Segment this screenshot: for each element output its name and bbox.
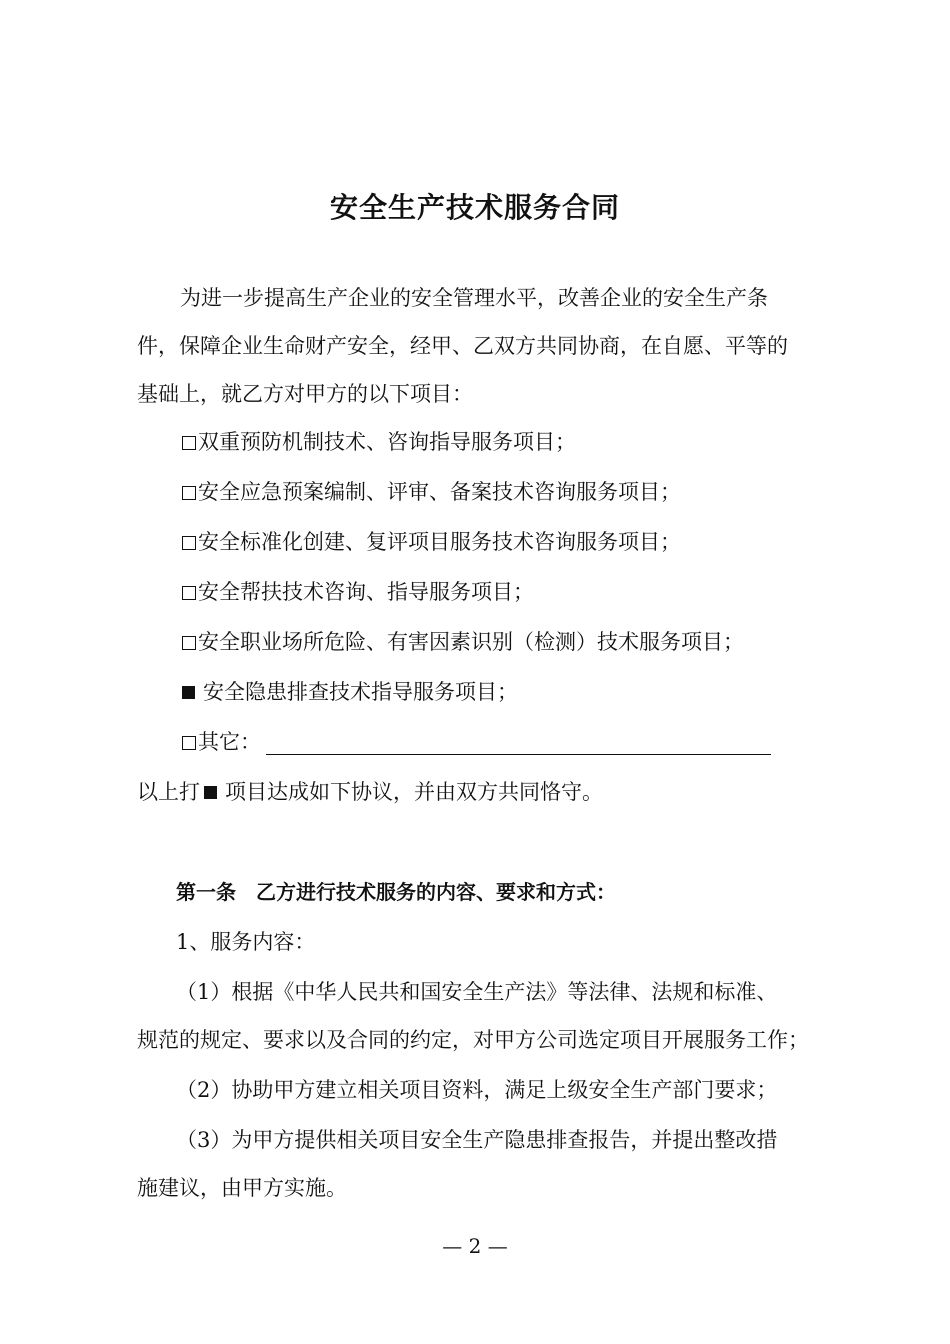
unchecked-box-icon <box>182 736 196 750</box>
agreement-prefix: 以上打 <box>137 780 200 804</box>
service-item-line: 施建议，由甲方实施。 <box>137 1176 347 1200</box>
intro-line-1: 为进一步提高生产企业的安全管理水平，改善企业的安全生产条 <box>180 286 768 310</box>
option-label: 安全应急预案编制、评审、备案技术咨询服务项目； <box>198 480 681 504</box>
checked-square-icon <box>182 686 195 699</box>
option-item <box>178 677 518 707</box>
option-label: 其它： <box>198 730 261 754</box>
option-label: 安全帮扶技术咨询、指导服务项目； <box>198 580 534 604</box>
option-item <box>182 427 576 457</box>
agreement-line <box>137 777 603 807</box>
service-item-line: （1）根据《中华人民共和国安全生产法》等法律、法规和标准、 <box>176 980 778 1004</box>
service-item-line: 规范的规定、要求以及合同的约定，对甲方公司选定项目开展服务工作； <box>137 1028 809 1052</box>
unchecked-box-icon <box>182 636 196 650</box>
option-label: 安全标准化创建、复评项目服务技术咨询服务项目； <box>198 530 681 554</box>
agreement-suffix: 项目达成如下协议，并由双方共同恪守。 <box>225 780 603 804</box>
unchecked-box-icon <box>182 586 196 600</box>
intro-line-2: 件，保障企业生命财产安全，经甲、乙双方共同协商，在自愿、平等的 <box>137 334 788 358</box>
service-item-line: （3）为甲方提供相关项目安全生产隐患排查报告，并提出整改措 <box>176 1128 778 1152</box>
option-item <box>182 527 681 557</box>
checked-square-icon <box>204 786 217 799</box>
option-item <box>182 577 534 607</box>
option-item <box>182 727 261 757</box>
unchecked-box-icon <box>182 536 196 550</box>
intro-line-3: 基础上，就乙方对甲方的以下项目： <box>137 382 473 406</box>
other-fill-in-line <box>266 754 771 755</box>
service-content-label: 1、服务内容： <box>176 930 316 954</box>
option-item <box>182 477 681 507</box>
option-label: 双重预防机制技术、咨询指导服务项目； <box>198 430 576 454</box>
option-label: 安全隐患排查技术指导服务项目； <box>203 680 518 704</box>
unchecked-box-icon <box>182 436 196 450</box>
page-number: — 2 — <box>442 1234 508 1258</box>
service-item-line: （2）协助甲方建立相关项目资料，满足上级安全生产部门要求； <box>176 1078 778 1102</box>
article-1-heading: 第一条 乙方进行技术服务的内容、要求和方式： <box>176 880 616 904</box>
option-label: 安全职业场所危险、有害因素识别（检测）技术服务项目； <box>198 630 744 654</box>
document-title: 安全生产技术服务合同 <box>329 191 620 224</box>
option-item <box>182 627 744 657</box>
unchecked-box-icon <box>182 486 196 500</box>
